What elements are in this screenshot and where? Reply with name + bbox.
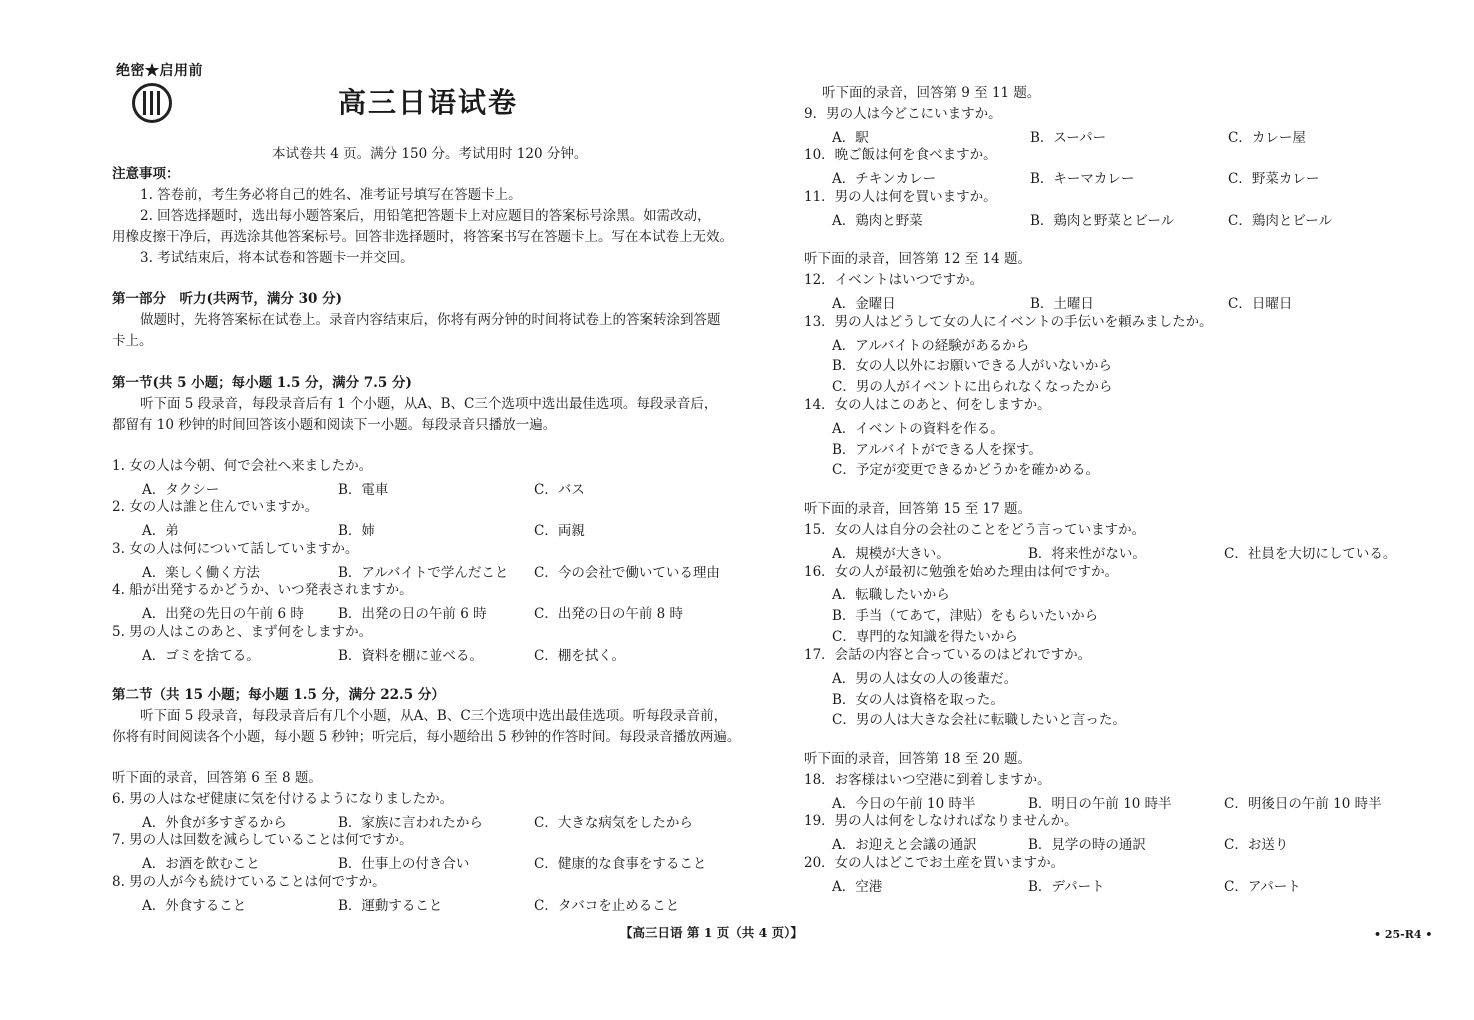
question-11: 11．男の人は何を買いますか。 <box>804 189 997 205</box>
question-16: 16．女の人が最初に勉強を始めた理由は何ですか。 <box>804 564 1119 580</box>
option-a: A．お迎えと会議の通訳 <box>832 837 977 853</box>
option-c: C．大きな病気をしたから <box>534 815 693 831</box>
option-c: C．専門的な知識を得たいから <box>832 629 1018 645</box>
option-a: A．駅 <box>832 130 869 146</box>
option-c: C．男の人は大きな会社に転職したいと言った。 <box>832 712 1126 728</box>
option-b: B．家族に言われたから <box>338 815 483 831</box>
option-a: A．出発の先日の午前 6 時 <box>142 606 304 622</box>
option-b: B．明日の午前 10 時半 <box>1028 796 1172 812</box>
option-a: A．お酒を飲むこと <box>142 856 260 872</box>
option-c: C．カレー屋 <box>1228 130 1306 146</box>
option-a: A．規模が大きい。 <box>832 546 950 562</box>
section1-desc: 都留有 10 秒钟的时间回答该小题和阅读下一小题。每段录音只播放一遍。 <box>112 417 557 433</box>
question-9: 9．男の人は今どこにいますか。 <box>804 106 1002 122</box>
option-a: A．鶏肉と野菜 <box>832 213 923 229</box>
option-b: B．資料を棚に並べる。 <box>338 648 483 664</box>
option-a: A．今日の午前 10 時半 <box>832 796 976 812</box>
option-c: C．出発の日の午前 8 時 <box>534 606 684 622</box>
option-a: A．ゴミを捨てる。 <box>142 648 260 664</box>
confidential-mark: 绝密★启用前 <box>116 63 203 79</box>
option-c: C．社員を大切にしている。 <box>1224 546 1397 562</box>
option-a: A．楽しく働く方法 <box>142 565 260 581</box>
question-13: 13．男の人はどうして女の人にイベントの手伝いを頼みましたか。 <box>804 314 1213 330</box>
option-a: A．タクシー <box>142 482 220 498</box>
option-b: B．スーパー <box>1030 130 1107 146</box>
option-a: A．弟 <box>142 523 179 539</box>
option-b: B．鶏肉と野菜とビール <box>1030 213 1175 229</box>
option-b: B．電車 <box>338 482 389 498</box>
notice-heading: 注意事项： <box>112 166 180 182</box>
option-b: B．アルバイトで学んだこと <box>338 565 509 581</box>
option-a: A．金曜日 <box>832 296 896 312</box>
option-b: B．将来性がない。 <box>1028 546 1146 562</box>
question-19: 19．男の人は何をしなければなりませんか。 <box>804 813 1078 829</box>
option-c: C．野菜カレー <box>1228 171 1320 187</box>
option-b: B．キーマカレー <box>1030 171 1135 187</box>
option-c: C．明後日の午前 10 時半 <box>1224 796 1382 812</box>
question-4: 4. 船が出発するかどうか、いつ発表されますか。 <box>112 582 413 598</box>
option-a: A．アルバイトの経験があるから <box>832 338 1030 354</box>
group-heading: 听下面的录音，回答第 6 至 8 题。 <box>112 770 322 786</box>
group-heading: 听下面的录音，回答第 18 至 20 题。 <box>804 751 1032 767</box>
part1-heading: 第一部分 听力(共两节，满分 30 分) <box>112 291 342 307</box>
option-c: C．健康的な食事をすること <box>534 856 707 872</box>
section1-heading: 第一节(共 5 小题；每小题 1.5 分，满分 7.5 分) <box>112 375 412 391</box>
option-b: B．アルバイトができる人を探す。 <box>832 442 1042 458</box>
option-a: A．外食が多すぎるから <box>142 815 287 831</box>
option-c: C．お送り <box>1224 837 1289 853</box>
option-b: B．女の人以外にお願いできる人がいないから <box>832 358 1112 374</box>
option-b: B．土曜日 <box>1030 296 1094 312</box>
question-15: 15．女の人は自分の会社のことをどう言っていますか。 <box>804 522 1146 538</box>
question-12: 12．イベントはいつですか。 <box>804 272 984 288</box>
part1-desc: 做题时，先将答案标在试卷上。录音内容结束后，你将有两分钟的时间将试卷上的答案转涂到答题 <box>140 312 721 328</box>
group-heading: 听下面的录音，回答第 9 至 11 题。 <box>822 85 1041 101</box>
part1-desc: 卡上。 <box>112 333 153 349</box>
option-b: B．手当（てあて，津贴）をもらいたいから <box>832 608 1099 624</box>
option-c: C．予定が変更できるかどうかを確かめる。 <box>832 462 1099 478</box>
exam-info: 本试卷共 4 页。满分 150 分。考试用时 120 分钟。 <box>272 146 588 162</box>
option-a: A．イベントの資料を作る。 <box>832 421 1004 437</box>
option-c: C．棚を拭く。 <box>534 648 626 664</box>
notice-item: 1. 答卷前，考生务必将自己的姓名、准考证号填写在答题卡上。 <box>140 187 522 203</box>
section1-desc: 听下面 5 段录音，每段录音后有 1 个小题，从A、B、C三个选项中选出最佳选项。每段录音后， <box>140 396 718 412</box>
question-20: 20．女の人はどこでお土産を買いますか。 <box>804 855 1065 871</box>
question-2: 2. 女の人は誰と住んでいますか。 <box>112 499 319 515</box>
option-b: B．仕事上の付き合い <box>338 856 470 872</box>
option-c: C．バス <box>534 482 585 498</box>
notice-item: 用橡皮擦干净后，再选涂其他答案标号。回答非选择题时，将答案书写在答题卡上。写在本试卷上无效。 <box>112 229 733 245</box>
option-c: C．鶏肉とビール <box>1228 213 1333 229</box>
question-7: 7. 男の人は回数を減らしていることは何ですか。 <box>112 832 413 848</box>
question-17: 17．会話の内容と合っているのはどれですか。 <box>804 647 1092 663</box>
option-c: C．アパート <box>1224 879 1301 895</box>
question-18: 18．お客様はいつ空港に到着しますか。 <box>804 772 1051 788</box>
option-a: A．男の人は女の人の後輩だ。 <box>832 671 1018 687</box>
question-1: 1. 女の人は今朝、何で会社へ来ましたか。 <box>112 458 373 474</box>
option-b: B．見学の時の通訳 <box>1028 837 1146 853</box>
option-a: A．チキンカレー <box>832 171 937 187</box>
school-logo-icon <box>132 83 172 123</box>
section2-heading: 第二节（共 15 小题；每小题 1.5 分，满分 22.5 分） <box>112 687 445 703</box>
option-c: C．男の人がイベントに出られなくなったから <box>832 379 1113 395</box>
option-c: C．今の会社で働いている理由 <box>534 565 720 581</box>
option-a: A．空港 <box>832 879 883 895</box>
option-a: A．外食すること <box>142 898 247 914</box>
option-b: B．デパート <box>1028 879 1105 895</box>
notice-item: 2. 回答选择题时，选出每小题答案后，用铅笔把答题卡上对应题目的答案标号涂黑。如需改动， <box>140 208 711 224</box>
group-heading: 听下面的录音，回答第 15 至 17 题。 <box>804 501 1032 517</box>
notice-item: 3. 考试结束后，将本试卷和答题卡一并交回。 <box>140 250 414 266</box>
option-c: C．タバコを止めること <box>534 898 680 914</box>
option-c: C．日曜日 <box>1228 296 1293 312</box>
option-c: C．両親 <box>534 523 585 539</box>
section2-desc: 听下面 5 段录音，每段录音后有几个小题，从A、B、C三个选项中选出最佳选项。听每段录音前， <box>140 708 728 724</box>
question-14: 14．女の人はこのあと、何をしますか。 <box>804 397 1051 413</box>
question-6: 6. 男の人はなぜ健康に気を付けるようになりましたか。 <box>112 791 454 807</box>
question-3: 3. 女の人は何について話していますか。 <box>112 541 359 557</box>
question-10: 10．晩ご飯は何を食べますか。 <box>804 147 997 163</box>
option-b: B．運動すること <box>338 898 443 914</box>
option-b: B．出発の日の午前 6 時 <box>338 606 487 622</box>
option-b: B．女の人は資格を取った。 <box>832 692 1004 708</box>
section2-desc: 你将有时间阅读各个小题，每小题 5 秒钟；听完后，每小题给出 5 秒钟的作答时间。每段录音播放两遍。 <box>112 729 741 745</box>
question-5: 5. 男の人はこのあと、まず何をしますか。 <box>112 624 373 640</box>
group-heading: 听下面的录音，回答第 12 至 14 题。 <box>804 251 1032 267</box>
paper-code: • 25-R4 • <box>1374 928 1433 941</box>
exam-title: 高三日语试卷 <box>338 86 519 119</box>
question-8: 8. 男の人が今も続けていることは何ですか。 <box>112 874 386 890</box>
page-footer: 【高三日语 第 1 页（共 4 页）】 <box>620 925 803 940</box>
option-b: B．姉 <box>338 523 375 539</box>
option-a: A．転職したいから <box>832 587 950 603</box>
